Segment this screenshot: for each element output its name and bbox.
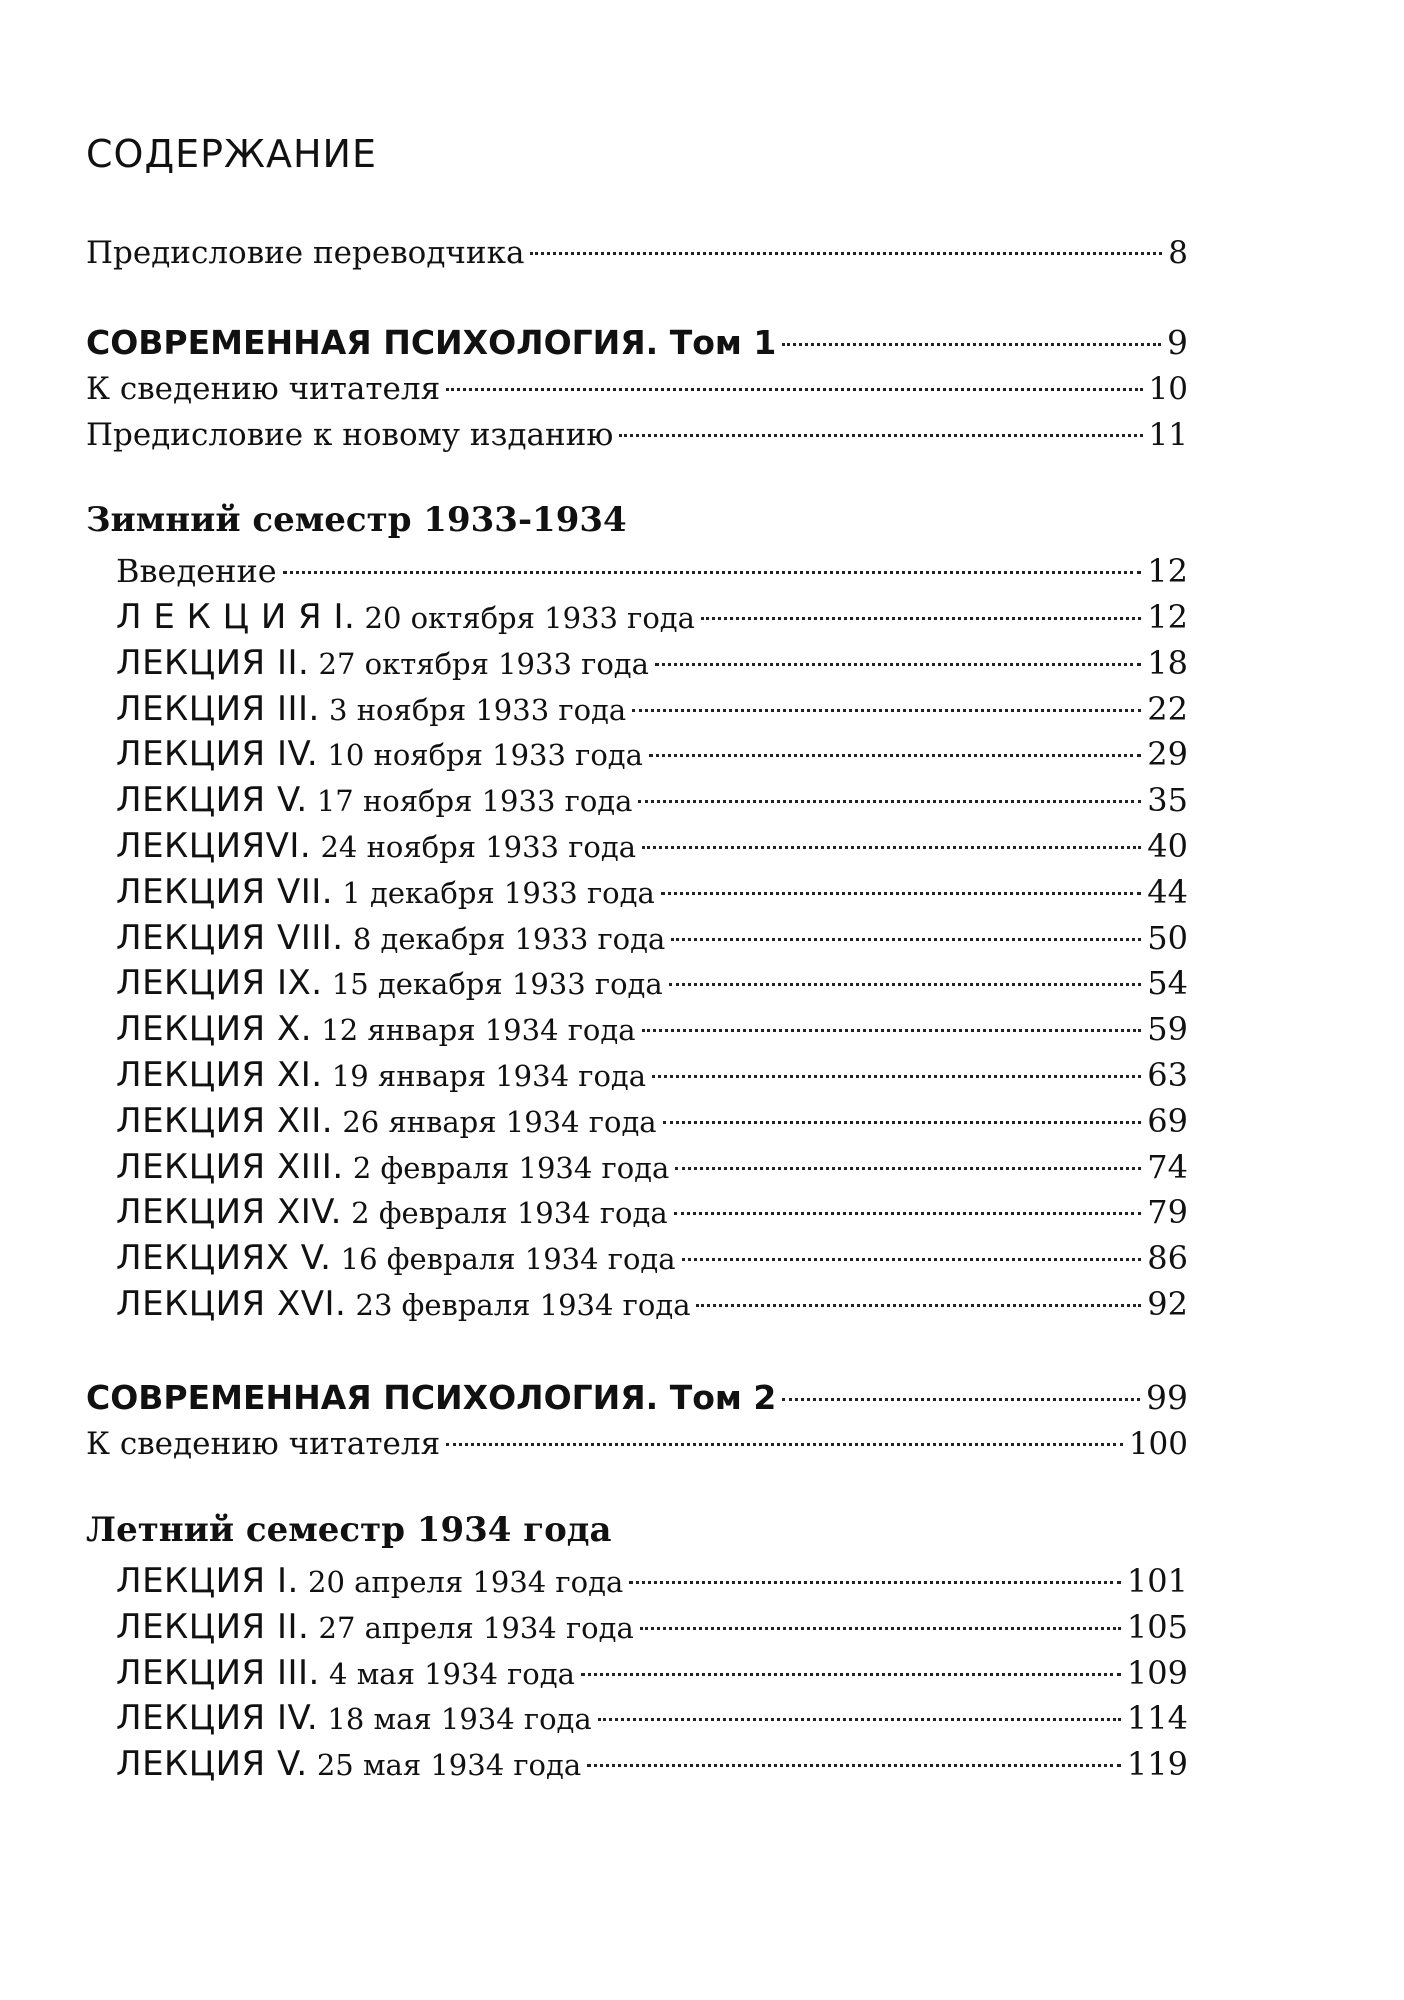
leader-dots — [674, 1212, 1142, 1215]
lecture-number: ЛЕКЦИЯ XII. — [116, 1100, 334, 1141]
lecture-date: 20 октября 1933 года — [355, 601, 695, 635]
entry-label: Предисловие переводчика — [86, 235, 525, 271]
lecture-number: ЛЕКЦИЯ III. — [116, 1652, 320, 1693]
leader-dots — [642, 1029, 1142, 1032]
entry-label: К сведению читателя — [86, 1426, 441, 1462]
leader-dots — [655, 663, 1141, 666]
page-number: 59 — [1147, 1010, 1188, 1049]
page-number: 74 — [1147, 1147, 1188, 1186]
toc-entry-lecture[interactable] — [116, 1650, 1188, 1696]
entry-label — [116, 823, 636, 870]
lecture-number: ЛЕКЦИЯ XVI. — [116, 1284, 347, 1324]
lecture-number: ЛЕКЦИЯ XIII. — [116, 1146, 344, 1187]
page-number: 109 — [1126, 1653, 1188, 1692]
entry-label — [116, 915, 665, 962]
leader-dots — [696, 1304, 1141, 1307]
leader-dots — [638, 800, 1141, 803]
entry-label: СОВРЕМЕННАЯ ПСИХОЛОГИЯ. Том 1 — [86, 323, 777, 362]
entry-label — [116, 777, 632, 824]
page-number: 11 — [1148, 417, 1188, 453]
page-number: 10 — [1148, 371, 1188, 407]
page-number: 18 — [1147, 643, 1188, 682]
leader-dots — [640, 1627, 1121, 1630]
lecture-date: 10 ноября 1933 года — [318, 738, 643, 773]
toc-volume2-heading[interactable] — [86, 1375, 1188, 1421]
toc-entry-lecture[interactable] — [116, 777, 1188, 823]
leader-dots — [671, 938, 1141, 941]
toc-entry-lecture[interactable] — [116, 1741, 1188, 1787]
toc-entry-reader-note-1[interactable] — [86, 366, 1188, 412]
entry-label — [116, 1558, 623, 1605]
page-number: 119 — [1126, 1745, 1188, 1784]
leader-dots — [581, 1673, 1121, 1676]
toc-entry-lecture[interactable] — [116, 1281, 1188, 1327]
entry-label — [116, 960, 663, 1007]
page-number: 100 — [1128, 1426, 1188, 1462]
toc-title: СОДЕРЖАНИЕ — [86, 132, 377, 176]
leader-dots — [649, 754, 1141, 757]
lecture-date: 3 ноября 1933 года — [319, 692, 627, 727]
page-number: 114 — [1126, 1699, 1188, 1738]
lecture-number: ЛЕКЦИЯ III. — [116, 688, 320, 729]
toc-entry-lecture[interactable] — [116, 915, 1188, 961]
leader-dots — [530, 252, 1162, 255]
entry-label — [116, 640, 649, 687]
toc-entry-lecture[interactable] — [116, 1695, 1188, 1741]
lecture-date: 18 мая 1934 года — [318, 1702, 592, 1737]
entry-label: К сведению читателя — [86, 371, 441, 407]
leader-dots — [629, 1581, 1121, 1584]
page-number: 40 — [1147, 827, 1188, 865]
lecture-number: ЛЕКЦИЯ I. — [116, 1561, 299, 1601]
entry-label — [116, 1650, 575, 1697]
toc-entry-introduction[interactable] — [116, 548, 1188, 594]
lecture-number: ЛЕКЦИЯ VII. — [116, 871, 334, 912]
page-number: 35 — [1147, 781, 1188, 820]
toc-entry-lecture[interactable] — [116, 1144, 1188, 1190]
leader-dots — [661, 892, 1142, 895]
toc-entry-lecture[interactable] — [116, 1558, 1188, 1604]
semester-heading-winter: Зимний семестр 1933-1934 — [86, 500, 627, 540]
leader-dots — [652, 1075, 1141, 1078]
entry-label — [116, 1281, 690, 1328]
toc-entry-lecture[interactable] — [116, 686, 1188, 732]
lecture-date: 25 мая 1934 года — [307, 1748, 582, 1783]
entry-label — [116, 686, 626, 733]
toc-entry-lecture[interactable] — [116, 1098, 1188, 1144]
entry-label — [116, 731, 643, 778]
leader-dots — [283, 571, 1142, 574]
toc-volume1-heading[interactable] — [86, 320, 1188, 366]
lecture-number: ЛЕКЦИЯ IX. — [116, 963, 323, 1004]
leader-dots — [587, 1764, 1121, 1767]
lecture-number: ЛЕКЦИЯ V. — [116, 1744, 308, 1785]
page-number: 105 — [1126, 1607, 1188, 1646]
lecture-date: 8 декабря 1933 года — [343, 921, 666, 956]
lecture-number: ЛЕКЦИЯ II. — [116, 1606, 310, 1647]
toc-entry-lecture[interactable] — [116, 1189, 1188, 1235]
page-number: 8 — [1168, 235, 1188, 271]
toc-entry-lecture[interactable] — [116, 1052, 1188, 1098]
lecture-date: 19 января 1934 года — [322, 1059, 647, 1093]
entry-label — [116, 1235, 676, 1282]
leader-dots — [782, 343, 1161, 346]
lecture-number: ЛЕКЦИЯ X. — [116, 1009, 313, 1050]
page-number: 12 — [1147, 598, 1188, 636]
lecture-number: ЛЕКЦИЯ VIII. — [116, 917, 344, 958]
lecture-number: ЛЕКЦИЯVI. — [116, 826, 312, 866]
entry-label — [116, 869, 655, 916]
lecture-number: ЛЕКЦИЯ IV. — [116, 1698, 319, 1739]
lecture-number: ЛЕКЦИЯ XIV. — [116, 1192, 342, 1233]
page-number: 29 — [1147, 735, 1188, 774]
lecture-date: 24 ноября 1933 года — [311, 830, 637, 864]
entry-label: Введение — [116, 552, 277, 590]
entry-label — [116, 1052, 646, 1099]
page-number: 79 — [1147, 1193, 1188, 1232]
leader-dots — [682, 1258, 1142, 1261]
page-number: 101 — [1126, 1562, 1188, 1600]
page-number: 86 — [1147, 1239, 1188, 1278]
toc-entry-lecture[interactable] — [116, 1604, 1188, 1650]
toc-entry-lecture[interactable] — [116, 1235, 1188, 1281]
page-number: 12 — [1147, 552, 1188, 590]
lecture-number: ЛЕКЦИЯ IV. — [116, 734, 319, 775]
lecture-date: 20 апреля 1934 года — [298, 1565, 624, 1599]
lecture-date: 23 февраля 1934 года — [346, 1288, 691, 1322]
page-number: 69 — [1147, 1101, 1188, 1140]
entry-label — [116, 1189, 668, 1236]
entry-label — [116, 594, 695, 641]
leader-dots — [642, 846, 1141, 849]
leader-dots — [446, 1443, 1123, 1446]
toc-entry-lecture[interactable] — [116, 640, 1188, 686]
leader-dots — [701, 617, 1141, 620]
leader-dots — [669, 983, 1142, 986]
page-number: 63 — [1147, 1056, 1188, 1094]
leader-dots — [675, 1167, 1141, 1170]
toc-entry-lecture[interactable] — [116, 731, 1188, 777]
entry-label — [116, 1604, 634, 1651]
toc-entry-new-edition-preface[interactable] — [86, 412, 1188, 458]
lecture-number: ЛЕКЦИЯ XI. — [116, 1055, 323, 1095]
lecture-date: 1 декабря 1933 года — [333, 875, 655, 910]
lecture-date: 17 ноября 1933 года — [307, 784, 633, 819]
leader-dots — [782, 1398, 1140, 1401]
leader-dots — [446, 388, 1142, 391]
lecture-number: ЛЕКЦИЯ II. — [116, 642, 310, 683]
lecture-number: Л Е К Ц И Я I. — [116, 597, 356, 637]
leader-dots — [632, 709, 1141, 712]
lecture-date: 16 февраля 1934 года — [331, 1242, 676, 1277]
entry-label — [116, 1006, 636, 1053]
toc-entry-lecture[interactable] — [116, 869, 1188, 915]
toc-entry-lecture[interactable] — [116, 594, 1188, 640]
leader-dots — [598, 1718, 1121, 1721]
semester-heading-summer: Летний семестр 1934 года — [86, 1510, 612, 1550]
lecture-date: 2 февраля 1934 года — [343, 1150, 670, 1185]
toc-entry-reader-note-2[interactable] — [86, 1421, 1188, 1467]
entry-label: Предисловие к новому изданию — [86, 417, 614, 453]
lecture-date: 2 февраля 1934 года — [341, 1196, 668, 1231]
entry-label — [116, 1741, 581, 1788]
page-number: 99 — [1146, 1378, 1188, 1417]
page-number: 50 — [1147, 918, 1188, 957]
lecture-date: 27 октября 1933 года — [309, 646, 649, 681]
entry-label — [116, 1695, 592, 1742]
entry-label: СОВРЕМЕННАЯ ПСИХОЛОГИЯ. Том 2 — [86, 1378, 777, 1417]
lecture-date: 27 апреля 1934 года — [309, 1610, 634, 1645]
lecture-number: ЛЕКЦИЯ V. — [116, 780, 308, 821]
toc-entry-lecture[interactable] — [116, 960, 1188, 1006]
entry-label — [116, 1098, 657, 1145]
lecture-number: ЛЕКЦИЯХ V. — [116, 1238, 332, 1279]
leader-dots — [663, 1121, 1142, 1124]
toc-entry-preface[interactable] — [86, 230, 1188, 276]
entry-label — [116, 1144, 669, 1191]
page-number: 92 — [1147, 1285, 1188, 1323]
page-number: 44 — [1147, 872, 1188, 911]
page-number: 22 — [1147, 689, 1188, 728]
toc-entry-lecture[interactable] — [116, 823, 1188, 869]
leader-dots — [619, 434, 1142, 437]
lecture-date: 26 января 1934 года — [333, 1104, 657, 1139]
lecture-date: 4 мая 1934 года — [319, 1656, 575, 1691]
lecture-date: 15 декабря 1933 года — [322, 967, 663, 1002]
lecture-date: 12 января 1934 года — [312, 1013, 636, 1048]
page-number: 9 — [1167, 323, 1188, 362]
page-number: 54 — [1147, 964, 1188, 1003]
toc-entry-lecture[interactable] — [116, 1006, 1188, 1052]
